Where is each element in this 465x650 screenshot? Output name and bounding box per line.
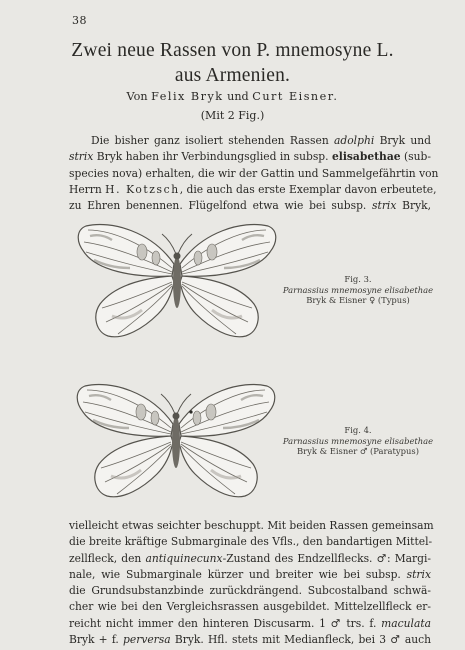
text-run: zu Ehren benennen. Flügelfond etwa wie bei subsp. bbox=[69, 199, 373, 213]
author-1: Felix Bryk bbox=[151, 90, 224, 103]
paragraph-2-line: die breite kräftige Submarginale des Vfls., den bandartigen Mittel- bbox=[69, 535, 433, 549]
term: antiquinecunx bbox=[145, 551, 223, 565]
text-run: Bryk. Hfl. stets mit Medianfleck, bei 3 ♂ auch bbox=[170, 633, 431, 647]
paragraph-2-line bbox=[69, 567, 431, 583]
text-run: , die auch das erste Exemplar davon erbeutete, bbox=[179, 182, 437, 196]
page-number: 38 bbox=[72, 14, 87, 27]
figure-4-species: Parnassius mnemosyne elisabethae bbox=[282, 435, 434, 446]
figure-3-authority: Bryk & Eisner ♀ (Typus) bbox=[306, 295, 410, 305]
paragraph-2-line bbox=[69, 632, 431, 648]
paragraph-2-line: cher wie bei den Vergleichsrassen ausgebildet. Mittelzellfleck er- bbox=[69, 600, 431, 614]
taxon-name: adolphi bbox=[334, 134, 375, 147]
text-run: Herrn bbox=[69, 182, 106, 196]
text-run: Bryk haben ihr Verbindungsglied in subsp. bbox=[93, 150, 332, 164]
text-run: nale, wie Submarginale kürzer und breiter wie bei subsp. bbox=[69, 567, 407, 581]
article-title bbox=[0, 38, 465, 88]
paragraph-1-line bbox=[69, 149, 431, 165]
figure-4-label: Fig. 4. bbox=[344, 425, 372, 435]
taxon-name: perversa bbox=[123, 633, 171, 647]
authors-line bbox=[0, 90, 465, 104]
paragraph-2-line: die Grundsubstanzbinde zurückdrängend. Subcostalband schwä- bbox=[69, 584, 431, 598]
text-run: Bryk und bbox=[374, 134, 431, 147]
text-run: Bryk + f. bbox=[69, 633, 124, 647]
figure-count: (Mit 2 Fig.) bbox=[200, 109, 265, 122]
taxon-name: strix bbox=[406, 567, 431, 581]
butterfly-figure-3 bbox=[72, 212, 282, 347]
paragraph-1-line bbox=[69, 182, 437, 198]
paragraph-2-line: vielleicht etwas seichter beschuppt. Mit beiden Rassen gemeinsam bbox=[69, 519, 434, 532]
figure-3-caption bbox=[278, 274, 438, 306]
figure-3-label: Fig. 3. bbox=[344, 274, 372, 284]
title-line-1: Zwei neue Rassen von P. mnemosyne L. bbox=[71, 40, 394, 61]
text-run: -Zustand des Endzellflecks. ♂: Margi- bbox=[222, 551, 431, 565]
author-2: Curt Eisner. bbox=[252, 90, 339, 103]
paragraph-2-line bbox=[69, 551, 431, 567]
taxon-name: maculata bbox=[381, 616, 431, 630]
figure-3-species: Parnassius mnemosyne elisabethae bbox=[282, 284, 434, 295]
paragraph-1-line bbox=[69, 133, 431, 149]
text-run: reicht nicht immer den hinteren Discusarm. 1 ♂ trs. f. bbox=[69, 616, 382, 630]
new-taxon-name: elisabethae bbox=[331, 150, 401, 164]
taxon-name: strix bbox=[69, 150, 94, 164]
text-run: (sub- bbox=[400, 150, 431, 164]
taxon-name: strix bbox=[372, 199, 397, 213]
paragraph-1-line: species nova) erhalten, die wir der Gattin und Sammelgefährtin von bbox=[69, 166, 439, 180]
paragraph-2-line bbox=[69, 616, 431, 632]
paragraph-1 bbox=[69, 133, 439, 214]
text-run: Bryk, bbox=[396, 199, 431, 213]
text-run: zellfleck, den bbox=[69, 551, 146, 565]
title-line-2: aus Armenien. bbox=[174, 65, 291, 86]
authors-und: und bbox=[227, 90, 249, 103]
butterfly-figure-4 bbox=[70, 372, 282, 507]
paragraph-2 bbox=[69, 518, 434, 648]
figure-4-caption bbox=[278, 425, 438, 457]
text-run: Die bisher ganz isoliert stehenden Rassen bbox=[91, 134, 335, 147]
person-name: H. Kotzsch bbox=[105, 182, 180, 196]
figure-4-authority: Bryk & Eisner ♂ (Paratypus) bbox=[297, 446, 419, 456]
authors-von: Von bbox=[126, 90, 148, 103]
